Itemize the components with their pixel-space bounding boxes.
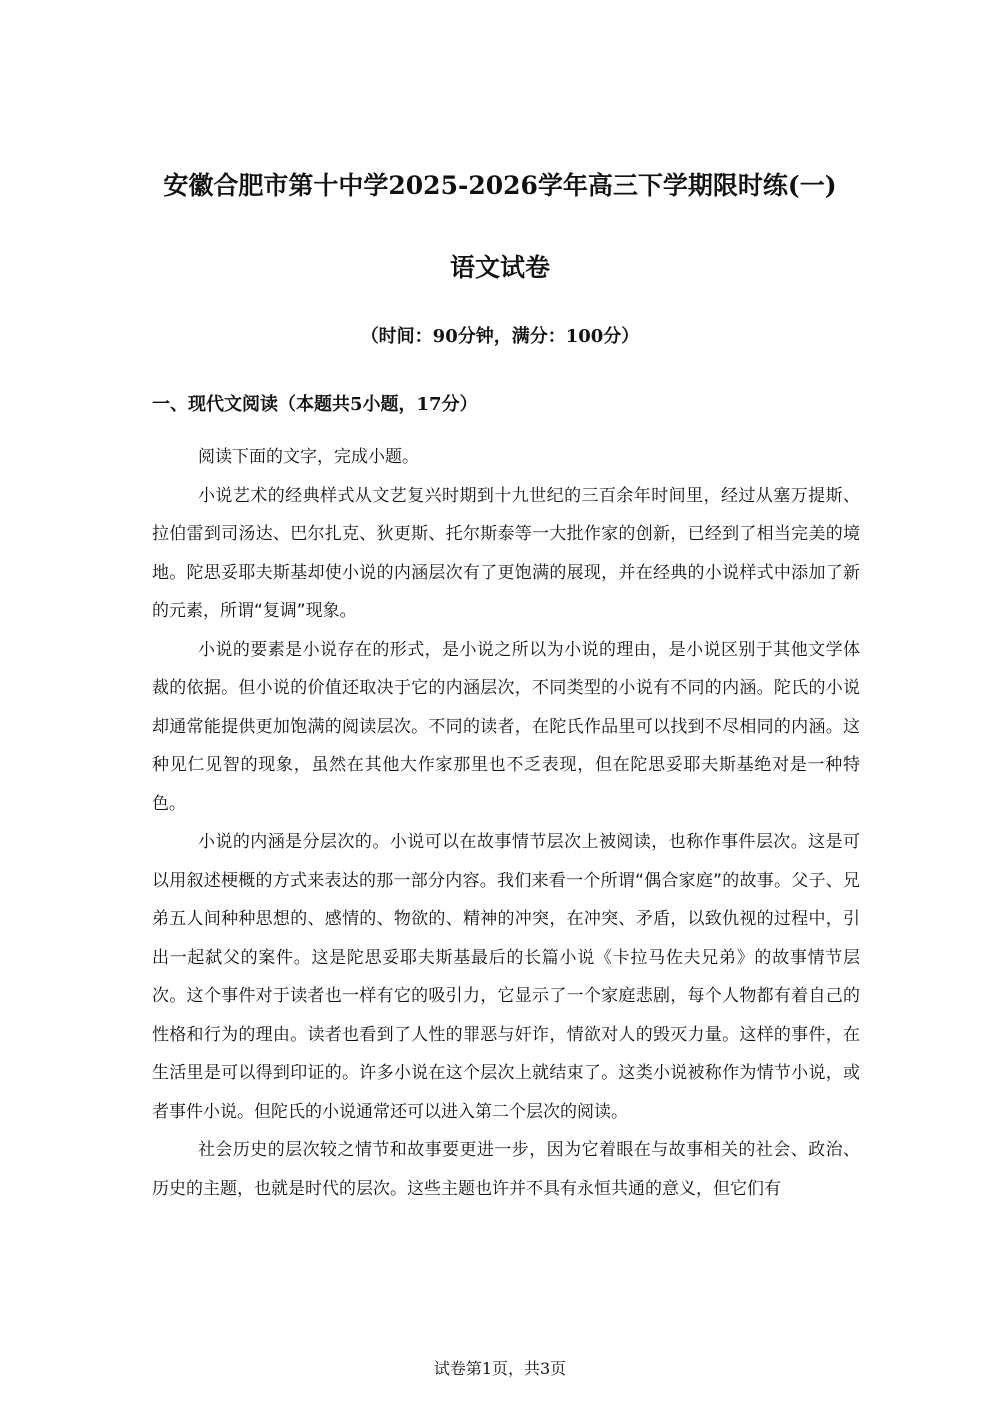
page-footer: 试卷第1页，共3页 — [433, 1359, 567, 1378]
passage-paragraph: 小说艺术的经典样式从文艺复兴时期到十九世纪的三百余年时间里，经过从塞万提斯、拉伯雷到司汤达、巴尔扎克、狄更斯、托尔斯泰等一大批作家的创新，已经到了相当完美的境地。陀思妥耶夫斯基却使小说的内涵层次有了更饱满的展现，并在经典的小说样式中添加了新的元素，所谓“复调”现象。 — [152, 485, 860, 621]
passage-paragraph: 小说的内涵是分层次的。小说可以在故事情节层次上被阅读，也称作事件层次。这是可以用叙述梗概的方式来表达的那一部分内容。我们来看一个所谓“偶合家庭”的故事。父子、兄弟五人间种种思想的、感情的、物欲的、精神的冲突，在冲突、矛盾，以致仇视的过程中，引出一起弑父的案件。这是陀思妥耶夫斯基最后的长篇小说《卡拉马佐夫兄弟》的故事情节层次。这个事件对于读者也一样有它的吸引力，它显示了一个家庭悲剧，每个人物都有着自己的性格和行为的理由。读者也看到了人性的罪恶与奸诈，情欲对人的毁灭力量。这样的事件，在生活里是可以得到印证的。许多小说在这个层次上就结束了。这类小说被称作为情节小说，或者事件小说。但陀氏的小说通常还可以进入第二个层次的阅读。 — [152, 832, 860, 1122]
exam-title: 安徽合肥市第十中学2025-2026学年高三下学期限时练(一) — [163, 171, 837, 200]
passage-paragraph: 社会历史的层次较之情节和故事要更进一步，因为它着眼在与故事相关的社会、政治、历史的主题，也就是时代的层次。这些主题也许并不具有永恒共通的意义，但它们有 — [152, 1140, 860, 1199]
section-heading: 一、现代文阅读（本题共5小题，17分） — [152, 394, 478, 415]
exam-subtitle: 语文试卷 — [449, 253, 550, 282]
passage-instruction: 阅读下面的文字，完成小题。 — [198, 447, 419, 467]
passage-paragraph: 小说的要素是小说存在的形式，是小说之所以为小说的理由，是小说区别于其他文学体裁的依据。但小说的价值还取决于它的内涵层次，不同类型的小说有不同的内涵。陀氏的小说却通常能提供更加饱满的阅读层次。不同的读者，在陀氏作品里可以找到不尽相同的内涵。这种见仁见智的现象，虽然在其他大作家那里也不乏表现，但在陀思妥耶夫斯基绝对是一种特色。 — [152, 639, 860, 814]
reading-passage — [152, 438, 860, 1208]
exam-info: （时间：90分钟，满分：100分） — [360, 326, 640, 347]
